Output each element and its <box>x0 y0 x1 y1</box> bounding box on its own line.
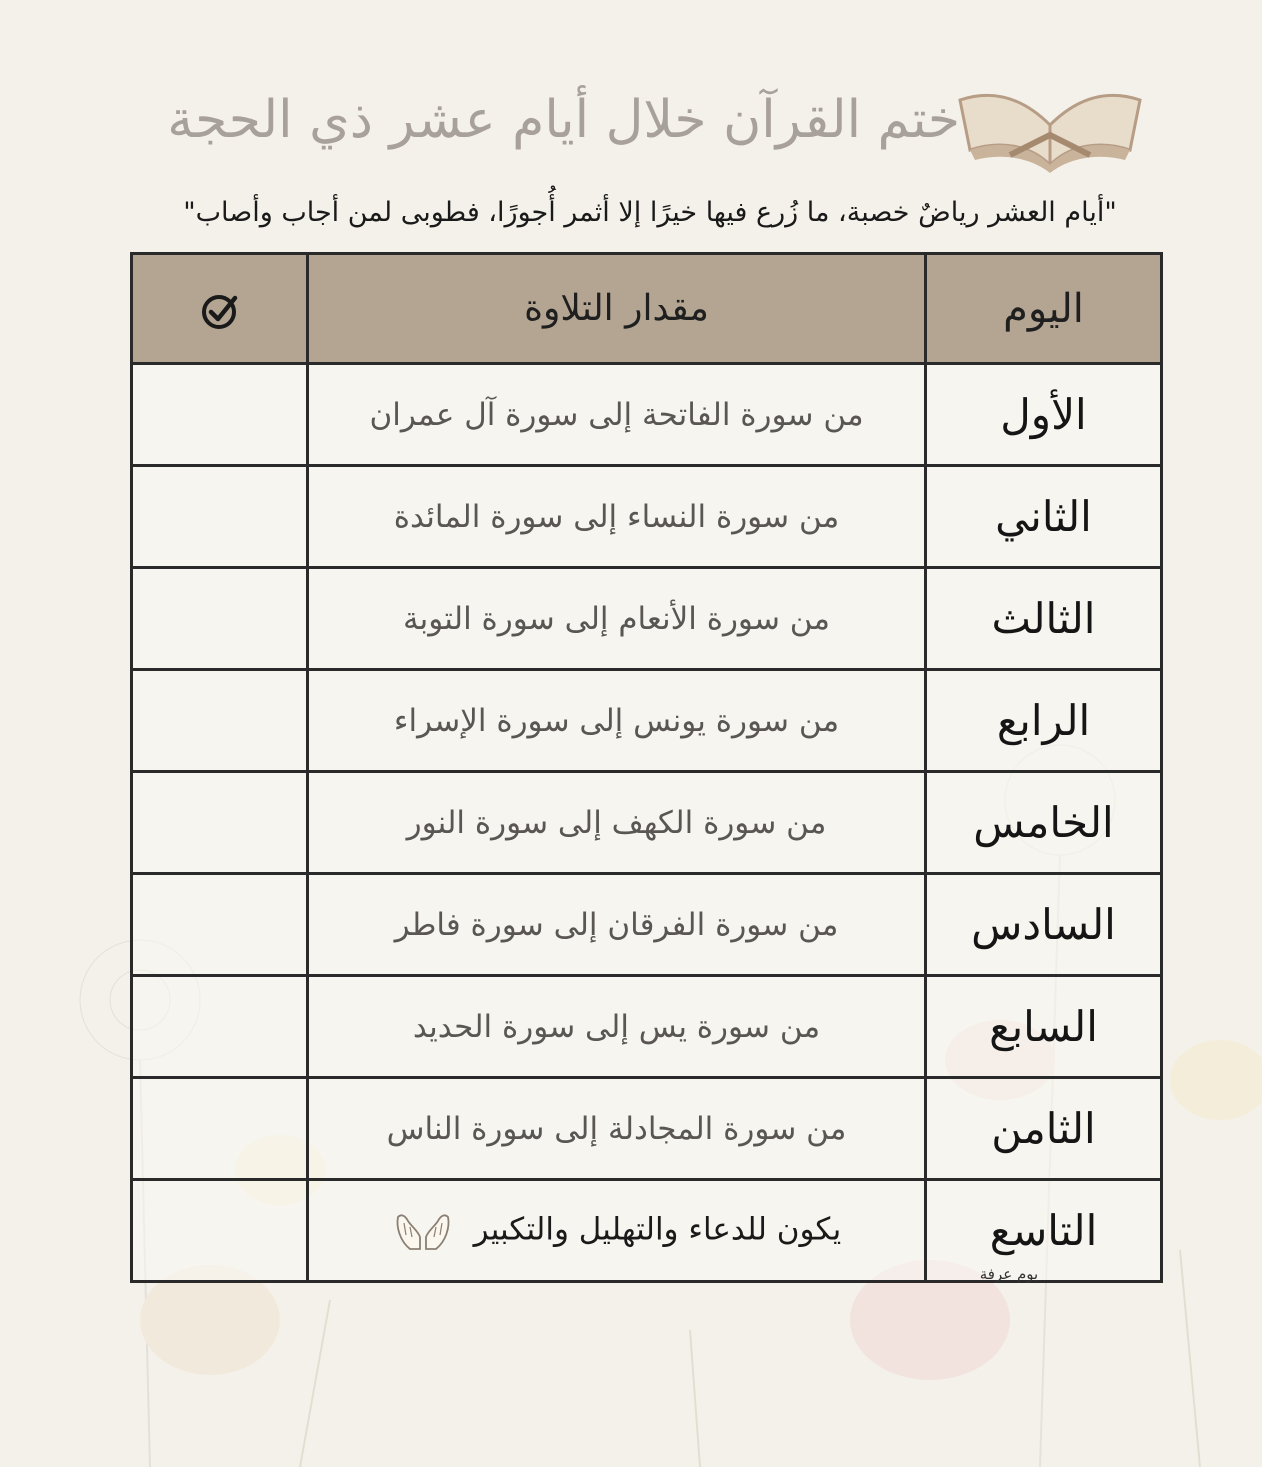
day-column-header: اليوم <box>926 254 1162 364</box>
check-column-header <box>132 254 308 364</box>
amount-cell: من سورة الكهف إلى سورة النور <box>308 772 926 874</box>
page-title: ختم القرآن خلال أيام عشر ذي الحجة <box>167 90 960 150</box>
check-cell[interactable] <box>132 466 308 568</box>
day-cell: السابع <box>926 976 1162 1078</box>
amount-cell: من سورة الفاتحة إلى سورة آل عمران <box>308 364 926 466</box>
check-cell[interactable] <box>132 568 308 670</box>
day-cell: الأول <box>926 364 1162 466</box>
check-cell[interactable] <box>132 874 308 976</box>
check-cell[interactable] <box>132 1180 308 1282</box>
table-row <box>132 568 1162 670</box>
quote-text: "أيام العشر رياضٌ خصبة، ما زُرع فيها خيرًا إلا أثمر أُجورًا، فطوبى لمن أجاب وأصاب" <box>183 197 1117 228</box>
table-row <box>132 670 1162 772</box>
day-cell: السادس <box>926 874 1162 976</box>
day-label: التاسع <box>989 1206 1098 1255</box>
amount-cell: من سورة المجادلة إلى سورة الناس <box>308 1078 926 1180</box>
table-header-row <box>132 254 1162 364</box>
day-cell: الخامس <box>926 772 1162 874</box>
table-row <box>132 1078 1162 1180</box>
day-label-wrap <box>979 1206 1098 1283</box>
table-row <box>132 976 1162 1078</box>
table-row <box>132 772 1162 874</box>
arafah-note: يوم عرفة <box>979 1265 1039 1283</box>
amount-cell: من سورة الأنعام إلى سورة التوبة <box>308 568 926 670</box>
check-cell[interactable] <box>132 772 308 874</box>
day-cell: الرابع <box>926 670 1162 772</box>
check-cell[interactable] <box>132 670 308 772</box>
day-cell <box>926 1180 1162 1282</box>
table-row <box>132 364 1162 466</box>
day-cell: الثاني <box>926 466 1162 568</box>
check-circle-icon <box>199 290 241 332</box>
open-book-icon <box>950 55 1150 175</box>
day-cell: الثالث <box>926 568 1162 670</box>
praying-hands-icon <box>392 1207 454 1255</box>
amount-cell: من سورة الفرقان إلى سورة فاطر <box>308 874 926 976</box>
check-cell[interactable] <box>132 1078 308 1180</box>
amount-column-header: مقدار التلاوة <box>308 254 926 364</box>
check-cell[interactable] <box>132 364 308 466</box>
reading-plan-table <box>130 252 1163 1283</box>
amount-cell: من سورة يس إلى سورة الحديد <box>308 976 926 1078</box>
table-row <box>132 874 1162 976</box>
check-cell[interactable] <box>132 976 308 1078</box>
amount-cell <box>308 1180 926 1282</box>
table-row <box>132 466 1162 568</box>
amount-label: يكون للدعاء والتهليل والتكبير <box>473 1211 842 1247</box>
table-row <box>132 1180 1162 1282</box>
amount-cell: من سورة النساء إلى سورة المائدة <box>308 466 926 568</box>
amount-cell: من سورة يونس إلى سورة الإسراء <box>308 670 926 772</box>
day-cell: الثامن <box>926 1078 1162 1180</box>
